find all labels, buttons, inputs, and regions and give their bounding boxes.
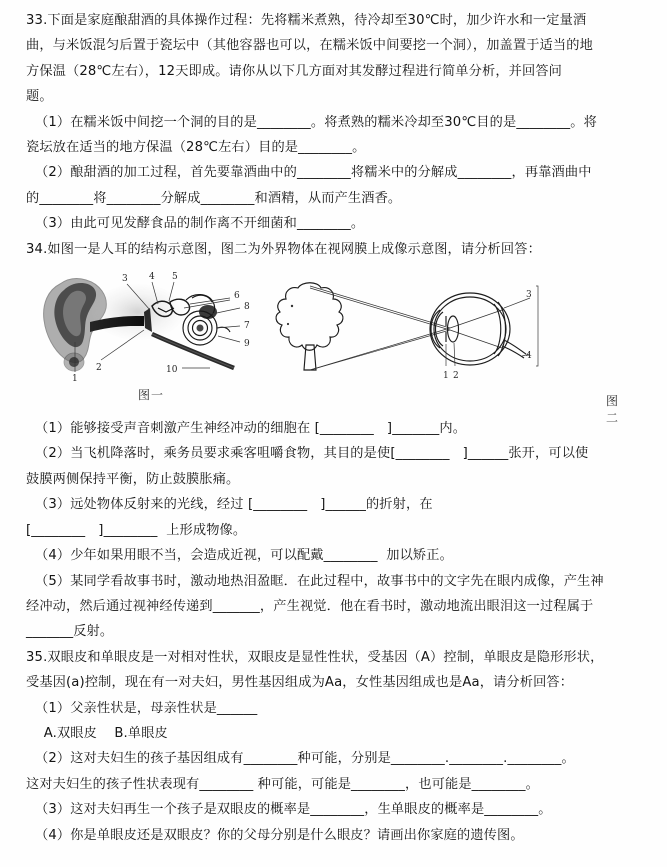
- eyeball: [430, 293, 526, 365]
- svg-text:2: 2: [453, 371, 459, 382]
- question-35-line-2: 受基因(a)控制，现在有一对夫妇，男性基因组成为Aa，女性基因组成也是Aa，请分析回答：: [26, 675, 574, 691]
- question-35-sub-2-line-1: （2）这对夫妇生的孩子基因组成有________种可能，分别是________.________.________。: [35, 751, 575, 767]
- svg-text:3: 3: [122, 274, 128, 285]
- question-34-sub-4: （4）少年如果用眼不当，会造成近视，可以配戴________ 加以矫正。: [35, 548, 453, 564]
- question-33-line-4: 题。: [26, 89, 53, 105]
- question-33-sub-1-line-1: （1）在糯米饭中间挖一个洞的目的是________。将煮熟的糯米冷却至30℃目的是________。将: [35, 114, 597, 130]
- svg-text:6: 6: [234, 291, 240, 302]
- figure-two-caption: 图二: [606, 394, 620, 426]
- question-34-sub-5-line-1: （5）某同学看故事书时，激动地热泪盈眶．在此过程中，故事书中的文字先在眼内成像，产生神: [35, 573, 604, 589]
- svg-text:1: 1: [72, 374, 78, 385]
- question-33: [26, 8, 643, 237]
- eye-number-labels: [443, 290, 532, 381]
- eustachian-tube: [152, 334, 234, 368]
- question-33-line-3: 方保温（28℃左右），12天即成。请你从以下几方面对其发酵过程进行简单分析，并回答问: [26, 63, 563, 79]
- question-35-line-1: 35.双眼皮和单眼皮是一对相对性状，双眼皮是显性性状，受基因（A）控制，单眼皮是隐形形状，: [26, 649, 604, 665]
- question-35-sub-1: （1）父亲性状是，母亲性状是______: [35, 700, 258, 716]
- eye-diagram-svg: [254, 266, 544, 384]
- page-bottom-spacer: [26, 848, 643, 856]
- question-34-stem: 34.如图一是人耳的结构示意图，图二为外界物体在视网膜上成像示意图，请分析回答：: [26, 241, 541, 257]
- svg-text:8: 8: [244, 302, 250, 313]
- svg-text:3: 3: [526, 290, 532, 301]
- svg-text:2: 2: [96, 363, 102, 374]
- svg-text:4: 4: [149, 272, 155, 283]
- question-35-sub-1-options: A.双眼皮 B.单眼皮: [35, 725, 168, 741]
- question-35-sub-2-line-2: 这对夫妇生的孩子性状表现有________ 种可能，可能是________，也可能是________。: [26, 776, 539, 792]
- question-33-sub-2-line-1: （2）酿甜酒的加工过程，首先要靠酒曲中的________将糯米中的分解成________，再靠酒曲中: [35, 165, 592, 181]
- figure-two-eye-diagram: [254, 266, 620, 426]
- question-35-sub-4: （4）你是单眼皮还是双眼皮？你的父母分别是什么眼皮？请画出你家庭的遗传图。: [35, 827, 524, 843]
- question-34-sub-2-line-1: （2）当飞机降落时，乘务员要求乘客咀嚼食物，其目的是使[________ ]______张开，可以使: [35, 446, 589, 462]
- question-34: [26, 237, 643, 645]
- question-34-sub-5-line-2: 经冲动，然后通过视神经传递到_______，产生视觉．他在看书时，激动地流出眼泪这一过程属于: [26, 598, 594, 614]
- svg-text:9: 9: [244, 339, 250, 350]
- tree-object: [276, 283, 343, 370]
- question-34-sub-5-line-3: _______反射。: [26, 624, 114, 640]
- question-34-sub-3-line-1: （3）远处物体反射来的光线，经过 [________ ]______的折射，在: [35, 497, 433, 513]
- question-33-line-2: 曲，与米饭混匀后置于瓷坛中（其他容器也可以，在糯米饭中间要挖一个洞），加盖置于适当的地: [26, 38, 593, 54]
- question-35: [26, 645, 643, 848]
- question-33-sub-1-line-2: 瓷坛放在适当的地方保温（28℃左右）目的是________。: [26, 140, 366, 156]
- svg-text:10: 10: [166, 365, 178, 376]
- question-34-sub-1: （1）能够接受声音刺激产生神经冲动的细胞在 [________ ]_______内。: [35, 421, 467, 437]
- svg-text:5: 5: [172, 272, 178, 283]
- question-34-sub-2-line-2: 鼓膜两侧保持平衡，防止鼓膜胀痛。: [26, 471, 240, 487]
- question-33-sub-3: （3）由此可见发酵食品的制作离不开细菌和________。: [35, 216, 365, 232]
- question-34-sub-3-line-2: [________ ]________ 上形成物像。: [26, 522, 247, 538]
- question-33-line-1: 33.下面是家庭酿甜酒的具体操作过程：先将糯米煮熟，待冷却至30℃时，加少许水和一定量酒: [26, 13, 587, 28]
- question-33-sub-2-line-2: 的________将________分解成________和酒精，从而产生酒香。: [26, 190, 402, 206]
- question-35-sub-3: （3）这对夫妇再生一个孩子是双眼皮的概率是________，生单眼皮的概率是________。: [35, 802, 552, 818]
- svg-text:4: 4: [526, 351, 532, 362]
- svg-text:7: 7: [244, 321, 250, 332]
- svg-text:1: 1: [443, 371, 449, 382]
- question-34-figures: [26, 264, 643, 426]
- figure-one-caption: 图一: [138, 388, 165, 403]
